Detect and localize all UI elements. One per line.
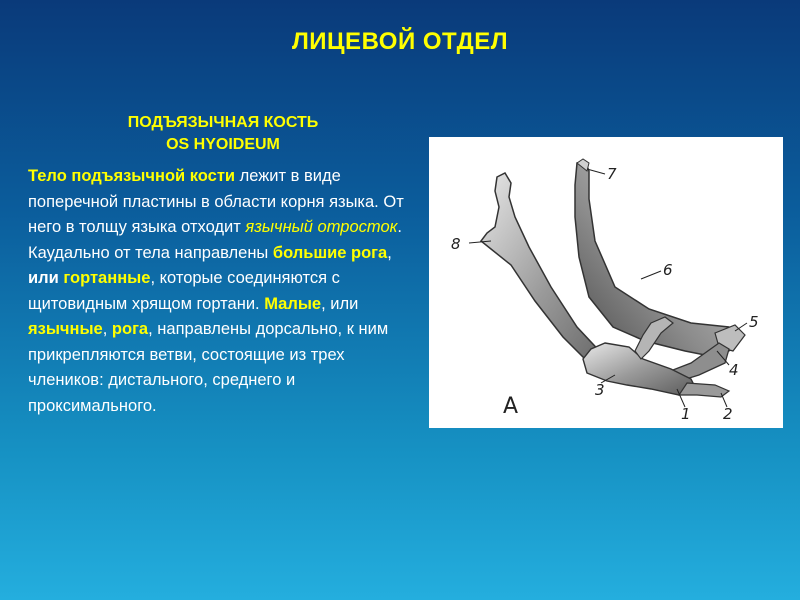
text-run: , [387,243,392,262]
term-lesser: Малые [264,294,322,313]
heading-line-2: OS HYOIDEUM [166,136,280,153]
text-run: . [397,218,403,236]
label-3: 3 [595,381,605,399]
term-lingual-process: язычный отросток [245,218,398,236]
text-run: , или [321,294,359,313]
body-text [28,164,424,419]
heading-line-1: ПОДЪЯЗЫЧНАЯ КОСТЬ [127,114,319,131]
term-laryngeal: гортанные [63,269,151,287]
section-heading [28,112,418,156]
label-6: 6 [663,261,673,279]
label-5: 5 [749,313,759,331]
text-run: , направлены дорсально, к ним прикрепляются ветви, состоящие из трех члеников: дистального, среднего и проксимального. [28,320,389,415]
label-1: 1 [681,405,691,423]
panel-letter: А [503,394,519,419]
text-run: , [102,320,112,338]
hyoid-bone-figure [429,137,783,428]
label-2: 2 [723,405,733,423]
slide-title: ЛИЦЕВОЙ ОТДЕЛ [291,28,509,55]
label-4: 4 [729,361,739,379]
label-7: 7 [607,165,617,183]
term-greater-horns: большие рога [272,243,388,262]
text-run: Каудально от тела направлены [28,243,273,262]
hyoid-bone-drawing [429,137,783,428]
text-run: , которые соединяются с щитовидным хрящом гортани. [28,269,340,313]
label-8: 8 [451,235,461,253]
term-horns: рога [111,320,149,338]
term-lingual: язычные [28,320,103,338]
text-or: или [28,269,59,287]
text-run: лежит в виде поперечной пластины в области корня языка. От него в толщу языка отходит [28,167,404,236]
term-hyoid-body: Тело подъязычной кости [28,167,236,185]
